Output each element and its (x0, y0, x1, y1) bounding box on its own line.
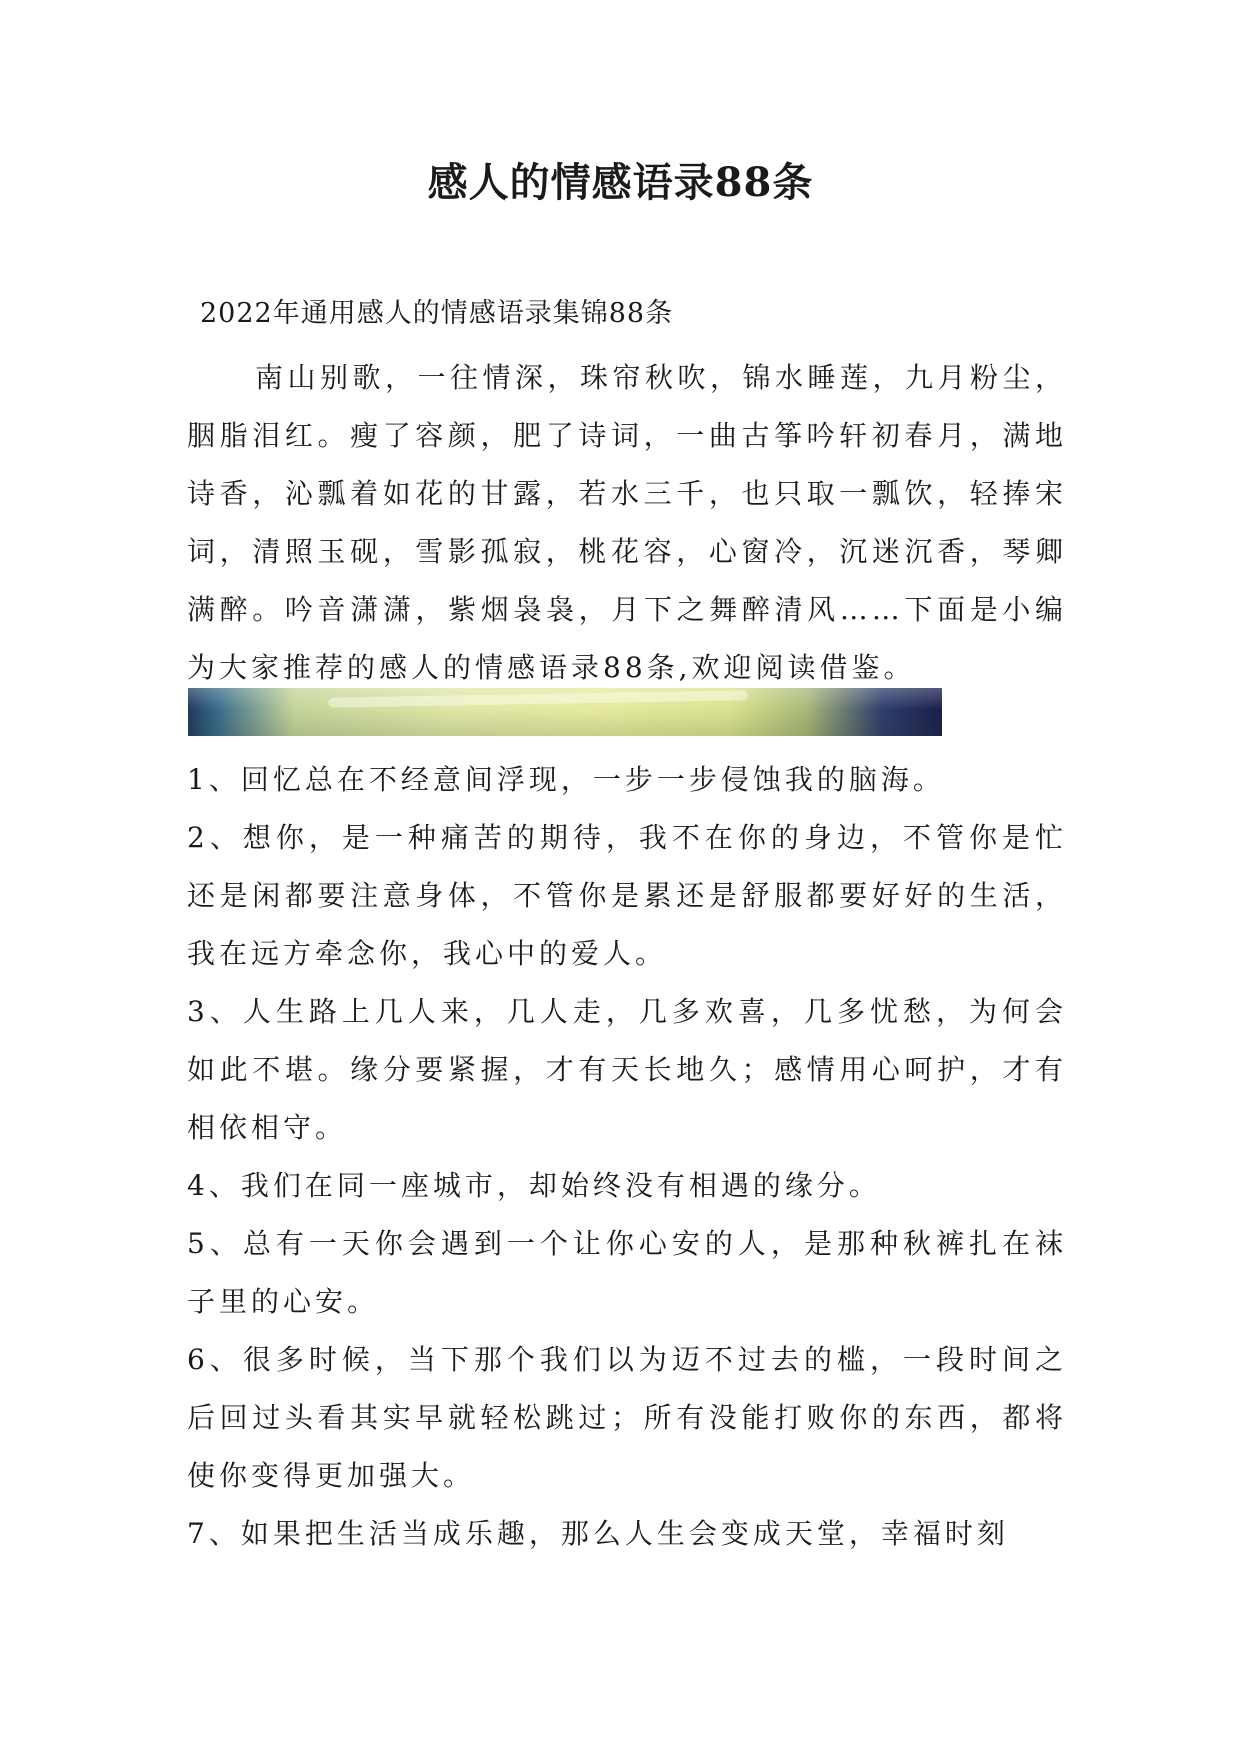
decorative-image (188, 688, 942, 736)
document-title: 感人的情感语录88条 (427, 159, 814, 206)
quote-item: 5、总有一天你会遇到一个让你心安的人，是那种秋裤扎在袜子里的心安。 (187, 1227, 1067, 1318)
quote-item: 4、我们在同一座城市，却始终没有相遇的缘分。 (187, 1169, 881, 1202)
quote-item: 3、人生路上几人来，几人走，几多欢喜，几多忧愁，为何会如此不堪。缘分要紧握，才有天长地久；感情用心呵护，才有相依相守。 (187, 995, 1067, 1144)
image-shade (188, 688, 942, 736)
quote-list (187, 751, 1067, 1563)
document-subtitle: 2022年通用感人的情感语录集锦88条 (200, 298, 674, 329)
quote-item: 2、想你，是一种痛苦的期待，我不在你的身边，不管你是忙还是闲都要注意身体，不管你是累还是舒服都要好好的生活，我在远方牵念你，我心中的爱人。 (187, 821, 1067, 970)
quote-item: 1、回忆总在不经意间浮现，一步一步侵蚀我的脑海。 (187, 763, 945, 796)
quote-item: 6、很多时候，当下那个我们以为迈不过去的槛，一段时间之后回过头看其实早就轻松跳过；所有没能打败你的东西，都将使你变得更加强大。 (187, 1343, 1067, 1492)
intro-paragraph: 南山别歌，一往情深，珠帘秋吹，锦水睡莲，九月粉尘，胭脂泪红。瘦了容颜，肥了诗词，一曲古筝吟轩初春月，满地诗香，沁瓢着如花的甘露，若水三千，也只取一瓢饮，轻捧宋词，清照玉砚，雪影孤寂，桃花容，心窗冷，沉迷沉香，琴卿满醉。吟音潇潇，紫烟袅袅，月下之舞醉清风……下面是小编为大家推荐的感人的情感语录88条,欢迎阅读借鉴。 (187, 361, 1067, 684)
quote-item: 7、如果把生活当成乐趣，那么人生会变成天堂，幸福时刻 (187, 1517, 1009, 1550)
